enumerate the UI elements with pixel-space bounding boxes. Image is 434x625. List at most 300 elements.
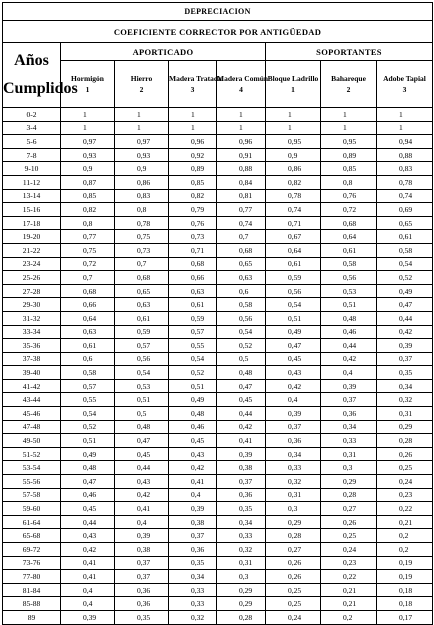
- coefficient-cell: 0,87: [61, 175, 115, 189]
- coefficient-cell: 0,8: [115, 203, 169, 217]
- coefficient-cell: 0,39: [115, 529, 169, 543]
- years-cell: 13-14: [3, 189, 61, 203]
- coefficient-cell: 0,22: [321, 570, 377, 584]
- coefficient-cell: 0,61: [321, 243, 377, 257]
- table-row: [3, 203, 433, 217]
- coefficient-cell: 1: [217, 121, 266, 135]
- coefficient-cell: 0,61: [266, 257, 321, 271]
- table-row: [3, 121, 433, 135]
- years-cell: 23-24: [3, 257, 61, 271]
- coefficient-cell: 0,59: [169, 311, 217, 325]
- years-cell: 15-16: [3, 203, 61, 217]
- coefficient-cell: 0,17: [377, 610, 433, 624]
- years-cell: 29-30: [3, 298, 61, 312]
- coefficient-cell: 0,26: [377, 447, 433, 461]
- years-cell: 3-4: [3, 121, 61, 135]
- table-row: [3, 597, 433, 611]
- coefficient-cell: 0,41: [115, 502, 169, 516]
- coefficient-cell: 0,37: [266, 420, 321, 434]
- coefficient-cell: 1: [115, 108, 169, 122]
- coefficient-cell: 0,34: [169, 570, 217, 584]
- coefficient-cell: 0,89: [321, 148, 377, 162]
- coefficient-cell: 0,4: [61, 583, 115, 597]
- coefficient-cell: 0,78: [115, 216, 169, 230]
- coefficient-cell: 0,43: [169, 447, 217, 461]
- table-row: [3, 610, 433, 624]
- coefficient-cell: 0,74: [266, 203, 321, 217]
- coefficient-cell: 0,23: [321, 556, 377, 570]
- coefficient-cell: 0,39: [321, 379, 377, 393]
- coefficient-cell: 0,35: [377, 366, 433, 380]
- coefficient-cell: 0,49: [169, 393, 217, 407]
- coefficient-cell: 0,54: [377, 257, 433, 271]
- coefficient-cell: 0,41: [169, 475, 217, 489]
- coefficient-cell: 0,56: [115, 352, 169, 366]
- coefficient-cell: 0,64: [321, 230, 377, 244]
- years-cell: 59-60: [3, 502, 61, 516]
- years-cell: 37-38: [3, 352, 61, 366]
- coefficient-cell: 0,96: [217, 135, 266, 149]
- table-row: [3, 556, 433, 570]
- coefficient-cell: 0,63: [61, 325, 115, 339]
- table-row: [3, 393, 433, 407]
- coefficient-cell: 0,34: [217, 515, 266, 529]
- years-cell: 39-40: [3, 366, 61, 380]
- coefficient-cell: 0,48: [321, 311, 377, 325]
- coefficient-cell: 0,65: [217, 257, 266, 271]
- coefficient-cell: 0,39: [377, 339, 433, 353]
- coefficient-cell: 0,48: [61, 461, 115, 475]
- coefficient-cell: 0,45: [115, 447, 169, 461]
- coefficient-cell: 1: [321, 108, 377, 122]
- coefficient-cell: 0,5: [217, 352, 266, 366]
- column-header-adobe-tapial: [377, 61, 433, 108]
- coefficient-cell: 0,3: [321, 461, 377, 475]
- table-row: [3, 325, 433, 339]
- table-row: [3, 162, 433, 176]
- depreciation-document: [2, 2, 432, 625]
- coefficient-cell: 0,25: [377, 461, 433, 475]
- coefficient-cell: 0,31: [377, 407, 433, 421]
- coefficient-cell: 0,7: [61, 271, 115, 285]
- coefficient-cell: 0,33: [217, 529, 266, 543]
- coefficient-cell: 0,32: [377, 393, 433, 407]
- coefficient-cell: 0,65: [377, 216, 433, 230]
- coefficient-cell: 0,71: [169, 243, 217, 257]
- coefficient-cell: 0,44: [377, 311, 433, 325]
- coefficient-cell: 0,88: [217, 162, 266, 176]
- coefficient-cell: 0,48: [217, 366, 266, 380]
- years-cell: 61-64: [3, 515, 61, 529]
- coefficient-cell: 0,28: [377, 434, 433, 448]
- years-cell: 21-22: [3, 243, 61, 257]
- table-row: [3, 216, 433, 230]
- coefficient-cell: 0,42: [61, 543, 115, 557]
- coefficient-cell: 0,72: [321, 203, 377, 217]
- coefficient-cell: 0,32: [266, 475, 321, 489]
- coefficient-cell: 0,54: [169, 352, 217, 366]
- column-title: Bloque Ladrillo: [267, 74, 319, 83]
- coefficient-cell: 0,51: [266, 311, 321, 325]
- table-row: [3, 570, 433, 584]
- coefficient-cell: 0,58: [377, 243, 433, 257]
- coefficient-cell: 0,44: [217, 407, 266, 421]
- coefficient-cell: 0,74: [377, 189, 433, 203]
- table-row: [3, 420, 433, 434]
- coefficient-cell: 0,85: [321, 162, 377, 176]
- coefficient-cell: 0,2: [377, 543, 433, 557]
- coefficient-cell: 0,52: [377, 271, 433, 285]
- coefficient-cell: 0,85: [61, 189, 115, 203]
- coefficient-cell: 0,51: [169, 379, 217, 393]
- years-cell: 49-50: [3, 434, 61, 448]
- coefficient-cell: 0,5: [115, 407, 169, 421]
- coefficient-cell: 0,21: [321, 597, 377, 611]
- column-title: Bahareque: [331, 74, 366, 83]
- years-cell: 73-76: [3, 556, 61, 570]
- column-number: 3: [402, 85, 407, 94]
- coefficient-cell: 1: [61, 108, 115, 122]
- years-cell: 45-46: [3, 407, 61, 421]
- years-cell: 0-2: [3, 108, 61, 122]
- years-cell: 27-28: [3, 284, 61, 298]
- coefficient-cell: 0,86: [115, 175, 169, 189]
- coefficient-cell: 0,93: [61, 148, 115, 162]
- coefficient-cell: 0,22: [377, 502, 433, 516]
- coefficient-cell: 0,76: [321, 189, 377, 203]
- table-row: [3, 447, 433, 461]
- coefficient-cell: 0,4: [115, 515, 169, 529]
- years-cell: 55-56: [3, 475, 61, 489]
- coefficient-cell: 0,45: [61, 502, 115, 516]
- coefficient-cell: 0,24: [266, 610, 321, 624]
- coefficient-cell: 0,3: [217, 570, 266, 584]
- coefficient-cell: 0,36: [321, 407, 377, 421]
- coefficient-cell: 0,67: [266, 230, 321, 244]
- coefficient-cell: 0,69: [377, 203, 433, 217]
- coefficient-cell: 0,35: [169, 556, 217, 570]
- coefficient-cell: 0,41: [61, 556, 115, 570]
- years-cell: 31-32: [3, 311, 61, 325]
- coefficient-cell: 0,31: [321, 447, 377, 461]
- coefficient-cell: 0,75: [61, 243, 115, 257]
- group-header-aporticado: APORTICADO: [61, 43, 266, 61]
- coefficient-cell: 0,86: [266, 162, 321, 176]
- coefficient-cell: 0,24: [321, 543, 377, 557]
- coefficient-cell: 0,36: [217, 488, 266, 502]
- table-row: [3, 543, 433, 557]
- coefficient-cell: 0,55: [61, 393, 115, 407]
- coefficient-cell: 0,25: [321, 529, 377, 543]
- coefficient-cell: 1: [169, 108, 217, 122]
- coefficient-cell: 0,27: [321, 502, 377, 516]
- coefficient-cell: 0,36: [266, 434, 321, 448]
- table-row: [3, 175, 433, 189]
- coefficient-cell: 0,59: [115, 325, 169, 339]
- coefficient-cell: 0,52: [217, 339, 266, 353]
- coefficient-cell: 1: [217, 108, 266, 122]
- coefficient-cell: 0,37: [321, 393, 377, 407]
- coefficient-cell: 0,58: [217, 298, 266, 312]
- table-subtitle: COEFICIENTE CORRECTOR POR ANTIGÜEDAD: [3, 21, 433, 43]
- coefficient-cell: 0,8: [61, 216, 115, 230]
- column-number: 4: [239, 85, 243, 94]
- coefficient-cell: 1: [377, 108, 433, 122]
- coefficient-cell: 0,21: [377, 515, 433, 529]
- coefficient-cell: 0,68: [169, 257, 217, 271]
- years-cell: 77-80: [3, 570, 61, 584]
- coefficient-cell: 0,47: [61, 475, 115, 489]
- coefficient-cell: 0,45: [266, 352, 321, 366]
- table-row: [3, 230, 433, 244]
- coefficient-cell: 0,9: [61, 162, 115, 176]
- table-row: [3, 339, 433, 353]
- coefficient-cell: 0,68: [217, 243, 266, 257]
- table-row: [3, 434, 433, 448]
- coefficient-cell: 0,53: [115, 379, 169, 393]
- coefficient-cell: 0,89: [169, 162, 217, 176]
- coefficient-cell: 0,51: [115, 393, 169, 407]
- table-title: DEPRECIACION: [3, 3, 433, 21]
- coefficient-cell: 0,34: [377, 379, 433, 393]
- coefficient-cell: 0,74: [217, 216, 266, 230]
- coefficient-cell: 0,29: [377, 420, 433, 434]
- coefficient-cell: 0,39: [61, 610, 115, 624]
- coefficient-cell: 0,51: [61, 434, 115, 448]
- column-header-bahareque: [321, 61, 377, 108]
- coefficient-cell: 0,61: [169, 298, 217, 312]
- years-cell: 17-18: [3, 216, 61, 230]
- coefficient-cell: 0,25: [266, 583, 321, 597]
- coefficient-cell: 0,47: [115, 434, 169, 448]
- table-row: [3, 189, 433, 203]
- coefficient-cell: 0,7: [217, 230, 266, 244]
- coefficient-cell: 0,38: [169, 515, 217, 529]
- coefficient-cell: 0,43: [61, 529, 115, 543]
- coefficient-cell: 0,42: [169, 461, 217, 475]
- years-cell: 41-42: [3, 379, 61, 393]
- coefficient-cell: 1: [115, 121, 169, 135]
- coefficient-cell: 0,68: [321, 216, 377, 230]
- table-row: [3, 488, 433, 502]
- coefficient-cell: 0,42: [217, 420, 266, 434]
- coefficient-cell: 0,82: [266, 175, 321, 189]
- coefficient-cell: 0,29: [266, 515, 321, 529]
- years-cell: 7-8: [3, 148, 61, 162]
- column-number: 3: [190, 85, 195, 94]
- coefficient-cell: 0,3: [266, 502, 321, 516]
- coefficient-cell: 0,6: [217, 284, 266, 298]
- column-title: Adobe Tapial: [383, 74, 426, 83]
- coefficient-cell: 0,19: [377, 570, 433, 584]
- coefficient-cell: 0,63: [217, 271, 266, 285]
- column-header-bloque-ladrillo: [266, 61, 321, 108]
- coefficient-cell: 0,84: [217, 175, 266, 189]
- coefficient-cell: 0,81: [217, 189, 266, 203]
- coefficient-cell: 0,26: [321, 515, 377, 529]
- table-row: [3, 271, 433, 285]
- years-cell: 57-58: [3, 488, 61, 502]
- column-header-madera-comun: [217, 61, 269, 108]
- coefficient-cell: 0,91: [217, 148, 266, 162]
- coefficient-cell: 0,46: [61, 488, 115, 502]
- coefficient-cell: 0,45: [169, 434, 217, 448]
- years-cell: 81-84: [3, 583, 61, 597]
- column-header-madera-tratada: [169, 61, 222, 108]
- coefficient-cell: 0,97: [61, 135, 115, 149]
- table-row: [3, 366, 433, 380]
- table-row: [3, 352, 433, 366]
- years-cell: 9-10: [3, 162, 61, 176]
- coefficient-cell: 0,94: [377, 135, 433, 149]
- coefficient-cell: 1: [266, 121, 321, 135]
- coefficient-cell: 0,43: [115, 475, 169, 489]
- years-cell: 5-6: [3, 135, 61, 149]
- table-row: [3, 257, 433, 271]
- coefficient-cell: 0,34: [266, 447, 321, 461]
- column-number: 2: [346, 85, 351, 94]
- coefficient-cell: 0,54: [266, 298, 321, 312]
- coefficient-cell: 0,2: [377, 529, 433, 543]
- table-row: [3, 243, 433, 257]
- coefficient-cell: 0,32: [217, 543, 266, 557]
- years-column-header: [3, 43, 78, 108]
- column-title: Hormigón: [71, 74, 104, 83]
- table-row: [3, 515, 433, 529]
- coefficient-cell: 0,26: [266, 556, 321, 570]
- table-row: [3, 407, 433, 421]
- years-cell: 11-12: [3, 175, 61, 189]
- years-cell: 65-68: [3, 529, 61, 543]
- coefficient-cell: 0,63: [169, 284, 217, 298]
- years-cell: 89: [3, 610, 61, 624]
- coefficient-cell: 0,25: [266, 597, 321, 611]
- coefficient-cell: 0,68: [61, 284, 115, 298]
- years-cell: 51-52: [3, 447, 61, 461]
- column-title: Madera Común: [217, 74, 269, 83]
- years-cell: 53-54: [3, 461, 61, 475]
- table-body: [3, 108, 433, 625]
- coefficient-cell: 0,58: [61, 366, 115, 380]
- years-cell: 35-36: [3, 339, 61, 353]
- coefficient-cell: 0,36: [169, 543, 217, 557]
- coefficient-cell: 0,35: [115, 610, 169, 624]
- coefficient-cell: 0,83: [115, 189, 169, 203]
- column-header-hierro: [115, 61, 169, 108]
- years-cell: 69-72: [3, 543, 61, 557]
- coefficient-cell: 0,55: [169, 339, 217, 353]
- coefficient-cell: 0,57: [115, 339, 169, 353]
- coefficient-cell: 1: [377, 121, 433, 135]
- coefficient-cell: 0,51: [321, 298, 377, 312]
- coefficient-cell: 0,2: [321, 610, 377, 624]
- table-row: [3, 284, 433, 298]
- table-row: [3, 583, 433, 597]
- coefficient-cell: 0,18: [377, 597, 433, 611]
- coefficient-cell: 0,77: [217, 203, 266, 217]
- coefficient-cell: 0,85: [169, 175, 217, 189]
- coefficient-cell: 0,6: [61, 352, 115, 366]
- coefficient-cell: 0,56: [266, 284, 321, 298]
- coefficient-cell: 0,73: [115, 243, 169, 257]
- coefficient-cell: 0,54: [217, 325, 266, 339]
- years-header-line1: Años: [14, 52, 49, 69]
- coefficient-cell: 1: [61, 121, 115, 135]
- coefficient-cell: 0,56: [321, 271, 377, 285]
- column-title: Hierro: [130, 74, 153, 83]
- table-row: [3, 108, 433, 122]
- coefficient-cell: 0,72: [61, 257, 115, 271]
- coefficient-cell: 0,97: [115, 135, 169, 149]
- coefficient-cell: 0,28: [217, 610, 266, 624]
- coefficient-cell: 0,29: [217, 583, 266, 597]
- years-cell: 25-26: [3, 271, 61, 285]
- coefficient-cell: 0,61: [61, 339, 115, 353]
- coefficient-cell: 0,78: [377, 175, 433, 189]
- coefficient-cell: 0,61: [115, 311, 169, 325]
- coefficient-cell: 0,9: [266, 148, 321, 162]
- coefficient-cell: 0,71: [266, 216, 321, 230]
- coefficient-cell: 0,95: [266, 135, 321, 149]
- coefficient-cell: 0,42: [115, 488, 169, 502]
- coefficient-cell: 0,37: [169, 529, 217, 543]
- coefficient-cell: 0,92: [169, 148, 217, 162]
- coefficient-cell: 0,77: [61, 230, 115, 244]
- coefficient-cell: 0,4: [266, 393, 321, 407]
- coefficient-cell: 0,96: [169, 135, 217, 149]
- coefficient-cell: 0,68: [115, 271, 169, 285]
- depreciation-table: [2, 2, 433, 625]
- coefficient-cell: 0,53: [321, 284, 377, 298]
- coefficient-cell: 0,93: [115, 148, 169, 162]
- coefficient-cell: 0,29: [321, 475, 377, 489]
- column-number: 1: [291, 85, 295, 94]
- coefficient-cell: 0,64: [266, 243, 321, 257]
- coefficient-cell: 0,44: [115, 461, 169, 475]
- coefficient-cell: 0,8: [321, 175, 377, 189]
- coefficient-cell: 0,49: [377, 284, 433, 298]
- column-title: Madera Tratada: [169, 74, 222, 83]
- table-row: [3, 298, 433, 312]
- coefficient-cell: 0,64: [61, 311, 115, 325]
- coefficient-cell: 0,28: [321, 488, 377, 502]
- coefficient-cell: 1: [169, 121, 217, 135]
- coefficient-cell: 0,66: [61, 298, 115, 312]
- years-cell: 19-20: [3, 230, 61, 244]
- coefficient-cell: 0,59: [266, 271, 321, 285]
- coefficient-cell: 0,48: [169, 407, 217, 421]
- coefficient-cell: 0,46: [169, 420, 217, 434]
- years-cell: 47-48: [3, 420, 61, 434]
- coefficient-cell: 0,33: [321, 434, 377, 448]
- coefficient-cell: 0,57: [169, 325, 217, 339]
- coefficient-cell: 0,39: [266, 407, 321, 421]
- coefficient-cell: 0,24: [377, 475, 433, 489]
- coefficient-cell: 0,95: [321, 135, 377, 149]
- group-header-soportantes: SOPORTANTES: [266, 43, 433, 61]
- coefficient-cell: 0,45: [217, 393, 266, 407]
- coefficient-cell: 0,63: [115, 298, 169, 312]
- coefficient-cell: 0,49: [61, 447, 115, 461]
- coefficient-cell: 1: [266, 108, 321, 122]
- column-number: 1: [85, 85, 90, 94]
- coefficient-cell: 0,52: [169, 366, 217, 380]
- coefficient-cell: 0,42: [321, 352, 377, 366]
- coefficient-cell: 0,33: [266, 461, 321, 475]
- coefficient-cell: 0,58: [321, 257, 377, 271]
- table-row: [3, 502, 433, 516]
- coefficient-cell: 0,26: [266, 570, 321, 584]
